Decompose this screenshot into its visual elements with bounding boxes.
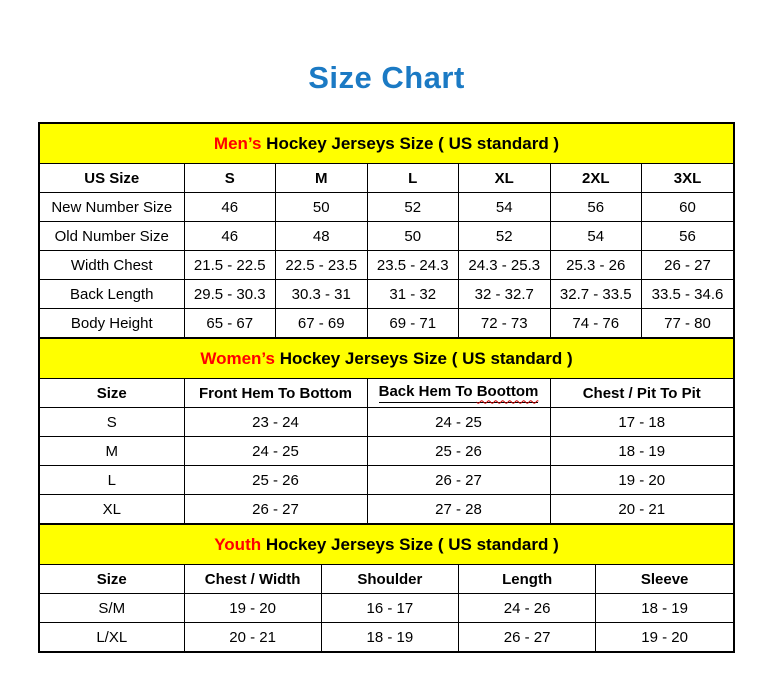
youth-value-cell: 20 - 21 <box>184 623 321 652</box>
mens-value-cell: 50 <box>367 222 459 251</box>
youth-value-cell: 19 - 20 <box>184 594 321 623</box>
page-title: Size Chart <box>308 60 465 95</box>
mens-value-cell: 21.5 - 22.5 <box>184 251 276 280</box>
womens-value-cell: 24 - 25 <box>367 408 550 437</box>
mens-value-cell: 67 - 69 <box>276 309 368 338</box>
mens-value-cell: 33.5 - 34.6 <box>642 280 734 309</box>
mens-value-cell: 65 - 67 <box>184 309 276 338</box>
mens-value-cell: 22.5 - 23.5 <box>276 251 368 280</box>
womens-size-table <box>40 338 733 524</box>
mens-value-cell: 74 - 76 <box>550 309 642 338</box>
mens-col-header-2: M <box>276 164 368 193</box>
youth-value-cell: 19 - 20 <box>596 623 733 652</box>
mens-row-4 <box>40 309 733 338</box>
mens-value-cell: 46 <box>184 222 276 251</box>
womens-audience-label: Women’s <box>200 348 275 368</box>
mens-size-table <box>40 124 733 338</box>
mens-column-header-row <box>40 164 733 193</box>
mens-row-0 <box>40 193 733 222</box>
mens-value-cell: 54 <box>550 222 642 251</box>
womens-col-header-1: Front Hem To Bottom <box>184 379 367 408</box>
mens-value-cell: 56 <box>642 222 734 251</box>
mens-value-cell: 46 <box>184 193 276 222</box>
youth-column-header-row <box>40 565 733 594</box>
womens-value-cell: 25 - 26 <box>367 437 550 466</box>
youth-row-label: S/M <box>40 594 184 623</box>
size-chart-tables <box>38 122 735 653</box>
mens-section-header: Men’s Hockey Jerseys Size ( US standard ) <box>40 124 733 164</box>
mens-row-label: New Number Size <box>40 193 184 222</box>
mens-value-cell: 56 <box>550 193 642 222</box>
womens-row-1 <box>40 437 733 466</box>
mens-value-cell: 50 <box>276 193 368 222</box>
womens-col-header-2 <box>367 379 550 408</box>
mens-col-header-0: US Size <box>40 164 184 193</box>
mens-value-cell: 25.3 - 26 <box>550 251 642 280</box>
womens-column-header-row <box>40 379 733 408</box>
womens-col-header-0: Size <box>40 379 184 408</box>
mens-value-cell: 30.3 - 31 <box>276 280 368 309</box>
womens-row-3 <box>40 495 733 524</box>
mens-value-cell: 52 <box>459 222 551 251</box>
mens-value-cell: 32.7 - 33.5 <box>550 280 642 309</box>
mens-value-cell: 48 <box>276 222 368 251</box>
womens-row-label: M <box>40 437 184 466</box>
womens-row-label: S <box>40 408 184 437</box>
womens-value-cell: 27 - 28 <box>367 495 550 524</box>
mens-value-cell: 23.5 - 24.3 <box>367 251 459 280</box>
womens-value-cell: 24 - 25 <box>184 437 367 466</box>
youth-value-cell: 16 - 17 <box>321 594 458 623</box>
mens-row-label: Old Number Size <box>40 222 184 251</box>
mens-section-row <box>40 124 733 164</box>
womens-value-cell: 17 - 18 <box>550 408 733 437</box>
mens-value-cell: 69 - 71 <box>367 309 459 338</box>
youth-value-cell: 26 - 27 <box>459 623 596 652</box>
mens-value-cell: 60 <box>642 193 734 222</box>
youth-size-table <box>40 524 733 651</box>
mens-value-cell: 52 <box>367 193 459 222</box>
mens-col-header-4: XL <box>459 164 551 193</box>
youth-row-1 <box>40 623 733 652</box>
mens-row-label: Back Length <box>40 280 184 309</box>
youth-col-header-2: Shoulder <box>321 565 458 594</box>
womens-value-cell: 18 - 19 <box>550 437 733 466</box>
womens-section-row <box>40 339 733 379</box>
mens-value-cell: 29.5 - 30.3 <box>184 280 276 309</box>
mens-col-header-5: 2XL <box>550 164 642 193</box>
womens-row-label: XL <box>40 495 184 524</box>
youth-col-header-3: Length <box>459 565 596 594</box>
womens-value-cell: 26 - 27 <box>184 495 367 524</box>
youth-col-header-4: Sleeve <box>596 565 733 594</box>
youth-row-label: L/XL <box>40 623 184 652</box>
womens-value-cell: 25 - 26 <box>184 466 367 495</box>
underlined-header-text: Back Hem To Boottom <box>379 384 539 403</box>
mens-value-cell: 26 - 27 <box>642 251 734 280</box>
womens-row-2 <box>40 466 733 495</box>
youth-section-header: Youth Hockey Jerseys Size ( US standard ) <box>40 525 733 565</box>
mens-row-label: Width Chest <box>40 251 184 280</box>
youth-value-cell: 18 - 19 <box>596 594 733 623</box>
youth-value-cell: 24 - 26 <box>459 594 596 623</box>
mens-row-1 <box>40 222 733 251</box>
misspelled-word: Boottom <box>476 383 539 401</box>
youth-row-0 <box>40 594 733 623</box>
youth-audience-label: Youth <box>214 534 262 554</box>
mens-value-cell: 24.3 - 25.3 <box>459 251 551 280</box>
womens-row-label: L <box>40 466 184 495</box>
mens-value-cell: 72 - 73 <box>459 309 551 338</box>
mens-col-header-3: L <box>367 164 459 193</box>
mens-value-cell: 32 - 32.7 <box>459 280 551 309</box>
womens-value-cell: 20 - 21 <box>550 495 733 524</box>
youth-col-header-1: Chest / Width <box>184 565 321 594</box>
mens-value-cell: 77 - 80 <box>642 309 734 338</box>
womens-value-cell: 26 - 27 <box>367 466 550 495</box>
mens-row-2 <box>40 251 733 280</box>
mens-value-cell: 54 <box>459 193 551 222</box>
mens-col-header-1: S <box>184 164 276 193</box>
mens-audience-label: Men’s <box>213 133 262 153</box>
womens-value-cell: 23 - 24 <box>184 408 367 437</box>
mens-col-header-6: 3XL <box>642 164 734 193</box>
youth-col-header-0: Size <box>40 565 184 594</box>
mens-row-label: Body Height <box>40 309 184 338</box>
womens-value-cell: 19 - 20 <box>550 466 733 495</box>
youth-value-cell: 18 - 19 <box>321 623 458 652</box>
womens-row-0 <box>40 408 733 437</box>
youth-section-row <box>40 525 733 565</box>
womens-col-header-3: Chest / Pit To Pit <box>550 379 733 408</box>
womens-section-header: Women’s Hockey Jerseys Size ( US standard ) <box>40 339 733 379</box>
mens-row-3 <box>40 280 733 309</box>
mens-value-cell: 31 - 32 <box>367 280 459 309</box>
